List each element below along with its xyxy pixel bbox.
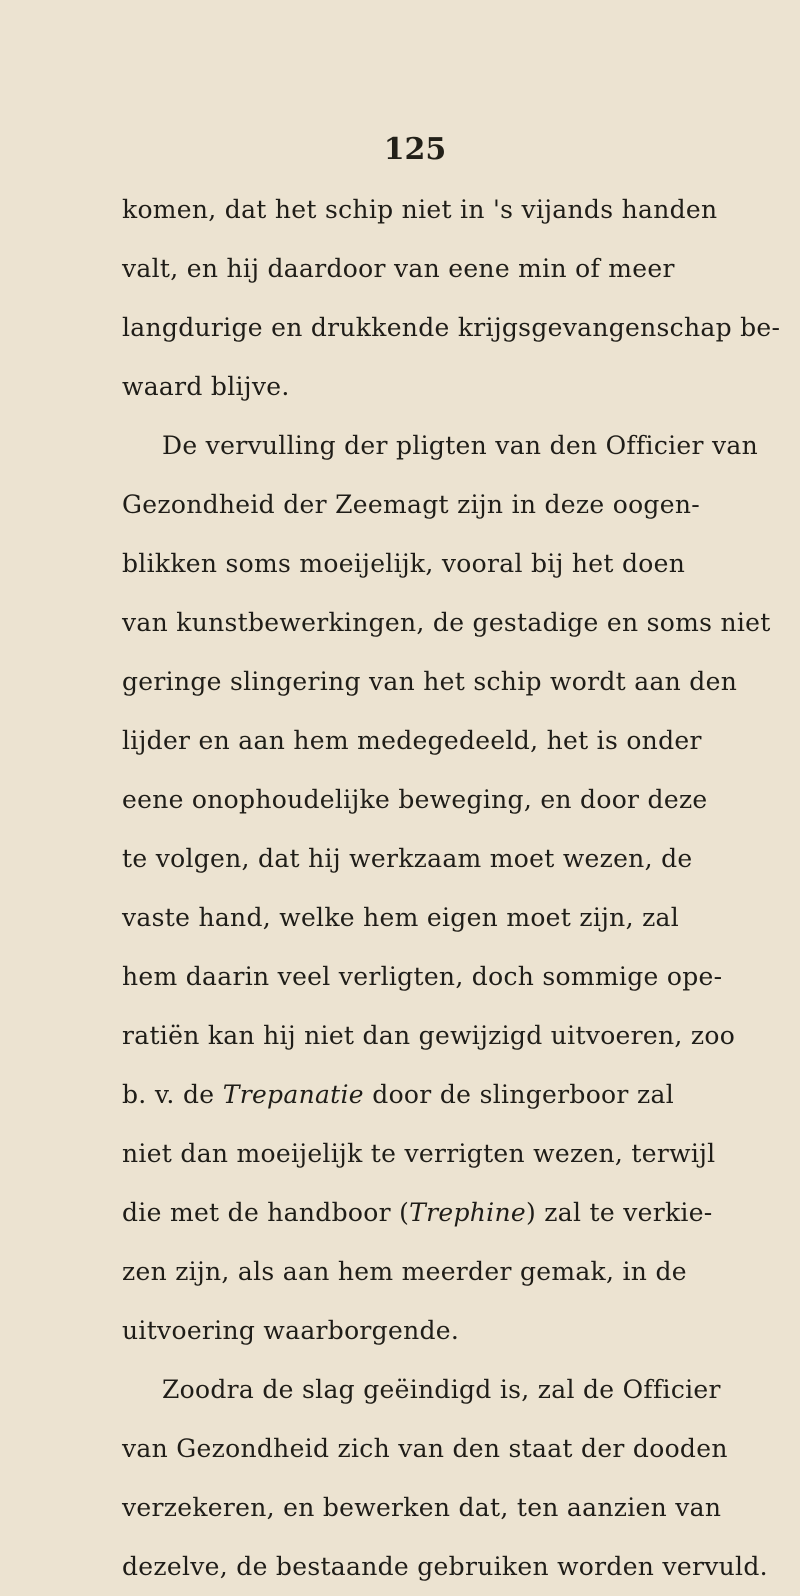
text-segment: ) zal te verkie- (525, 1198, 713, 1227)
text-segment: door de slingerboor zal (363, 1080, 674, 1109)
text-line: vaste hand, welke hem eigen moet zijn, zal (122, 903, 680, 932)
text-line: te volgen, dat hij werkzaam moet wezen, de (122, 844, 693, 873)
text-segment: die met de handboor ( (122, 1198, 410, 1227)
text-line: verzekeren, en bewerken dat, ten aanzien van (122, 1493, 722, 1522)
text-line-with-italic (122, 1065, 674, 1124)
text-line: ratiën kan hij niet dan gewijzigd uitvoeren, zoo (122, 1021, 736, 1050)
text-line: niet dan moeijelijk te verrigten wezen, terwijl (122, 1139, 716, 1168)
text-line: van Gezondheid zich van den staat der dooden (122, 1434, 728, 1463)
text-line: langdurige en drukkende krijgsgevangenschap be- (122, 313, 781, 342)
text-line: dezelve, de bestaande gebruiken worden vervuld. (122, 1552, 768, 1581)
text-line: geringe slingering van het schip wordt aan den (122, 667, 738, 696)
text-line: komen, dat het schip niet in 's vijands handen (122, 195, 718, 224)
italic-term-trephine: Trephine (409, 1198, 526, 1227)
text-line: blikken soms moeijelijk, vooral bij het doen (122, 549, 686, 578)
text-line: Gezondheid der Zeemagt zijn in deze oogen- (122, 490, 700, 519)
text-line: eene onophoudelijke beweging, en door deze (122, 785, 708, 814)
page-number: 125 (383, 132, 447, 167)
italic-term-trepanatie: Trepanatie (222, 1080, 364, 1109)
text-line-with-italic (122, 1183, 713, 1242)
paragraph-end-line: waard blijve. (122, 372, 290, 401)
body-text (122, 180, 781, 1596)
paragraph-end-line: uitvoering waarborgende. (122, 1316, 460, 1345)
paragraph-start-line: De vervulling der pligten van den Officier van (162, 431, 759, 460)
paragraph-start-line: Zoodra de slag geëindigd is, zal de Officier (162, 1375, 721, 1404)
text-line: hem daarin veel verligten, doch sommige ope- (122, 962, 723, 991)
text-line: lijder en aan hem medegedeeld, het is onder (122, 726, 702, 755)
text-line: zen zijn, als aan hem meerder gemak, in de (122, 1257, 687, 1286)
text-line: van kunstbewerkingen, de gestadige en soms niet (122, 608, 771, 637)
text-line: valt, en hij daardoor van eene min of meer (122, 254, 675, 283)
text-segment: b. v. de (122, 1080, 223, 1109)
